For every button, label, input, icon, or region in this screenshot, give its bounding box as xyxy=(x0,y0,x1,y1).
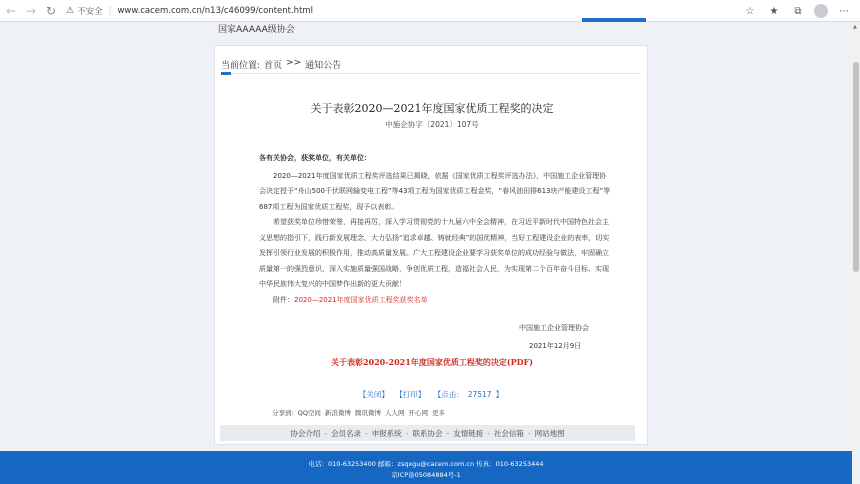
signature-date: 2021年12月9日 xyxy=(529,342,582,350)
share-more[interactable]: 更多 xyxy=(431,409,445,417)
footer-link-contact[interactable]: 联系协会 xyxy=(412,428,443,438)
attachment-link[interactable]: 2020—2021年度国家优质工程奖获奖名单 xyxy=(294,295,428,304)
footer-separator: - xyxy=(365,428,368,438)
hits-suffix: 】 xyxy=(495,390,504,399)
article-body xyxy=(259,151,611,308)
paragraph-1: 2020—2021年度国家优质工程奖评选结果已揭晓，依据《国家优质工程奖评选办法》，中国施工企业管理协会决定授予“舟山500千伏联网输变电工程”等43项工程为国家优质工程金奖，“春风油田排613块产能建设工程”等687项工程为国家优质工程奖，现予以表彰。 xyxy=(259,171,611,211)
breadcrumb-separator: >> xyxy=(286,58,302,68)
hits-value: 27517 xyxy=(467,390,492,399)
pdf-download-link[interactable]: 关于表彰2020-2021年度国家优质工程奖的决定(PDF) xyxy=(330,357,534,367)
breadcrumb-label: 当前位置: xyxy=(221,61,261,71)
security-label: 不安全 xyxy=(77,6,103,17)
breadcrumb-section[interactable]: 通知公告 xyxy=(305,61,342,71)
footer-link-sitemap[interactable]: 网站地图 xyxy=(534,428,565,438)
site-nav-highlight xyxy=(582,18,646,22)
article-actions xyxy=(215,389,649,400)
share-kaixin[interactable]: 开心网 xyxy=(408,409,428,417)
favorite-icon[interactable]: ☆ xyxy=(745,5,755,17)
footer-link-about[interactable]: 协会介绍 xyxy=(290,428,321,438)
page-scrollbar[interactable] xyxy=(852,22,860,484)
paragraph-2: 希望获奖单位珍惜荣誉，再接再厉，深入学习贯彻党的十九届六中全会精神，在习近平新时代中国特色社会主义思想的指引下，践行新发展理念，大力弘扬“追求卓越、铸就经典”的国优精神，当好工程建设企业的表率，切实发挥引领行业发展的积极作用，推动高质量发展。广大工程建设企业要学习获奖单位的成功经验与做法，牢固确立质量第一的强烈意识，深入实施质量强国战略，争创优质工程，造福社会人民，为实现第二个百年奋斗目标、实现中华民族伟大复兴的中国梦作出新的更大贡献！ xyxy=(259,218,610,288)
footer-link-friends[interactable]: 友情链接 xyxy=(453,428,484,438)
breadcrumb-home[interactable]: 首页 xyxy=(264,61,283,71)
hits-label: 【点击： xyxy=(433,390,464,399)
share-sina-weibo[interactable]: 新浪微博 xyxy=(324,409,351,417)
footer-nav xyxy=(220,425,635,441)
share-renren[interactable]: 人人网 xyxy=(384,409,405,417)
share-tencent-weibo[interactable]: 腾讯微博 xyxy=(354,409,381,417)
close-button[interactable]: 【关闭】 xyxy=(358,390,389,399)
favorites-list-icon[interactable]: ★ xyxy=(769,5,779,17)
footer-separator: - xyxy=(527,428,531,438)
address-separator: | xyxy=(108,5,112,16)
footer-link-mailbox[interactable]: 社会信箱 xyxy=(493,428,524,438)
back-icon[interactable]: ← xyxy=(5,3,17,18)
reload-icon[interactable]: ↻ xyxy=(45,3,57,18)
share-label: 分享到: xyxy=(272,409,294,417)
attachment-line xyxy=(259,293,611,309)
warning-icon: ⚠ xyxy=(66,5,75,16)
scroll-thumb[interactable] xyxy=(853,62,859,272)
share-qzone[interactable]: QQ空间 xyxy=(297,409,321,417)
site-tagline: 国家AAAAA级协会 xyxy=(218,25,295,35)
browser-toolbar xyxy=(0,0,860,22)
footer-separator: - xyxy=(446,428,450,438)
hit-counter xyxy=(432,390,505,399)
salutation: 各有关协会，获奖单位，有关单位： xyxy=(259,154,371,162)
print-button[interactable]: 【打印】 xyxy=(395,390,426,399)
collections-icon[interactable]: ⧉ xyxy=(794,5,802,17)
signature-organization: 中国施工企业管理协会 xyxy=(519,324,589,332)
breadcrumb xyxy=(221,58,341,71)
footer-link-apply[interactable]: 申报系统 xyxy=(371,428,402,438)
article-title: 关于表彰2020—2021年度国家优质工程奖的决定 xyxy=(310,102,554,115)
footer-separator: - xyxy=(487,428,490,438)
footer-separator: - xyxy=(405,428,409,438)
forward-icon[interactable]: → xyxy=(25,3,37,18)
url-text[interactable]: www.cacem.com.cn/n13/c46099/content.html xyxy=(117,5,314,16)
footer-icp[interactable]: 京ICP备05084884号-1 xyxy=(391,471,461,479)
document-number: 中施企协字〔2021〕107号 xyxy=(385,120,479,129)
share-bar xyxy=(272,408,445,417)
footer-link-members[interactable]: 会员名录 xyxy=(331,428,362,438)
profile-avatar[interactable] xyxy=(814,4,828,18)
breadcrumb-divider xyxy=(221,73,641,74)
site-footer xyxy=(0,451,852,484)
content-panel xyxy=(214,45,648,445)
footer-separator: - xyxy=(324,428,328,438)
footer-contact: 电话：010-63253400 邮箱：zsqxgu@cacem.com.cn 传真：010-63253444 xyxy=(308,460,544,468)
address-bar[interactable] xyxy=(66,3,313,19)
attachment-label: 附件： xyxy=(273,295,294,304)
scroll-up-icon[interactable]: ▲ xyxy=(853,24,857,30)
breadcrumb-accent xyxy=(221,72,231,75)
more-icon[interactable]: ⋯ xyxy=(839,5,849,17)
